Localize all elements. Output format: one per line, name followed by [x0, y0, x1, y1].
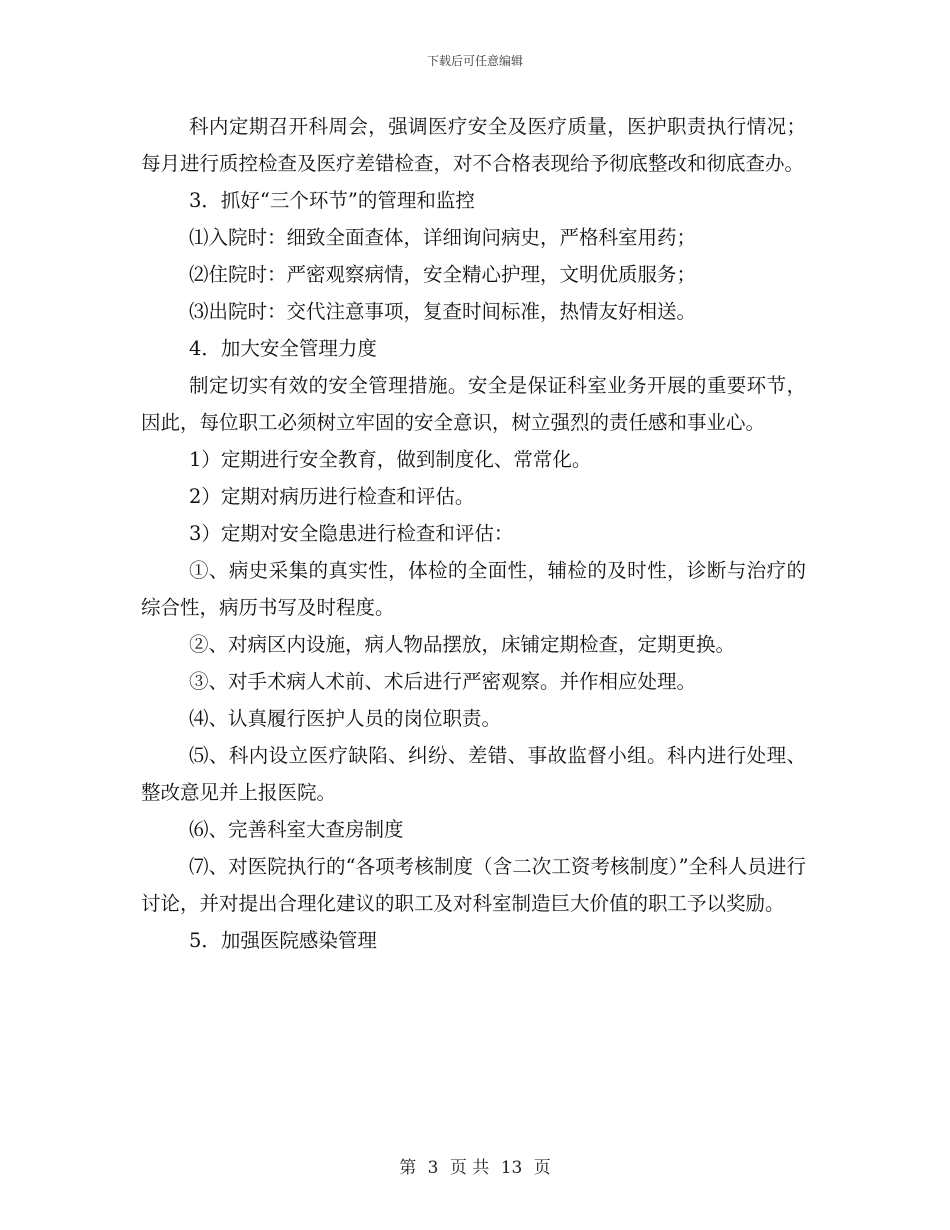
document-body — [141, 108, 806, 959]
list-item-discharge: ⑶出院时：交代注意事项，复查时间标准，热情友好相送。 — [189, 300, 697, 323]
list-item-ward-rounds: ⑹、完善科室大查房制度 — [189, 818, 404, 841]
footer-total-pages: 13 — [500, 1158, 523, 1178]
heading-infection-control: 5．加强医院感染管理 — [189, 929, 377, 952]
footer-middle: 页 共 — [449, 1158, 490, 1178]
paragraph-weekly-meeting: 科内定期召开科周会，强调医疗安全及医疗质量，医护职责执行情况；每月进行质控检查及医疗差错检查，对不合格表现给予彻底整改和彻底查办。 — [141, 115, 806, 175]
list-item-ward-facilities: ②、对病区内设施，病人物品摆放，床铺定期检查，定期更换。 — [189, 633, 736, 656]
footer-prefix: 第 — [399, 1158, 417, 1178]
heading-three-links: 3．抓好“三个环节”的管理和监控 — [189, 189, 475, 212]
list-item-admission: ⑴入院时：细致全面查体，详细询问病史，严格科室用药； — [189, 226, 697, 249]
heading-safety-management: 4．加大安全管理力度 — [189, 337, 377, 360]
list-item-surgery-observation: ③、对手术病人术前、术后进行严密观察。并作相应处理。 — [189, 670, 697, 693]
list-item-safety-education: 1）定期进行安全教育，做到制度化、常常化。 — [189, 448, 592, 471]
list-item-record-check: 2）定期对病历进行检查和评估。 — [189, 485, 475, 508]
list-item-job-duties: ⑷、认真履行医护人员的岗位职责。 — [189, 707, 502, 730]
list-item-history-authenticity: ①、病史采集的真实性，体检的全面性，辅检的及时性，诊断与治疗的综合性，病历书写及时程度。 — [141, 559, 806, 619]
paragraph-safety-measures: 制定切实有效的安全管理措施。安全是保证科室业务开展的重要环节，因此，每位职工必须树立牢固的安全意识，树立强烈的责任感和事业心。 — [141, 374, 806, 434]
list-item-inpatient: ⑵住院时：严密观察病情，安全精心护理，文明优质服务； — [189, 263, 697, 286]
footer-page-number: 3 — [427, 1158, 439, 1178]
page-footer — [0, 1153, 950, 1178]
footer-suffix: 页 — [533, 1158, 551, 1178]
page-header: 下载后可任意编辑 — [426, 54, 523, 68]
list-item-supervision-group: ⑸、科内设立医疗缺陷、纠纷、差错、事故监督小组。科内进行处理、整改意见并上报医院。 — [141, 744, 806, 804]
list-item-assessment-discussion: ⑺、对医院执行的“各项考核制度（含二次工资考核制度）”全科人员进行讨论，并对提出合理化建议的职工及对科室制造巨大价值的职工予以奖励。 — [141, 855, 806, 915]
list-item-hazard-check: 3）定期对安全隐患进行检查和评估： — [189, 522, 514, 545]
